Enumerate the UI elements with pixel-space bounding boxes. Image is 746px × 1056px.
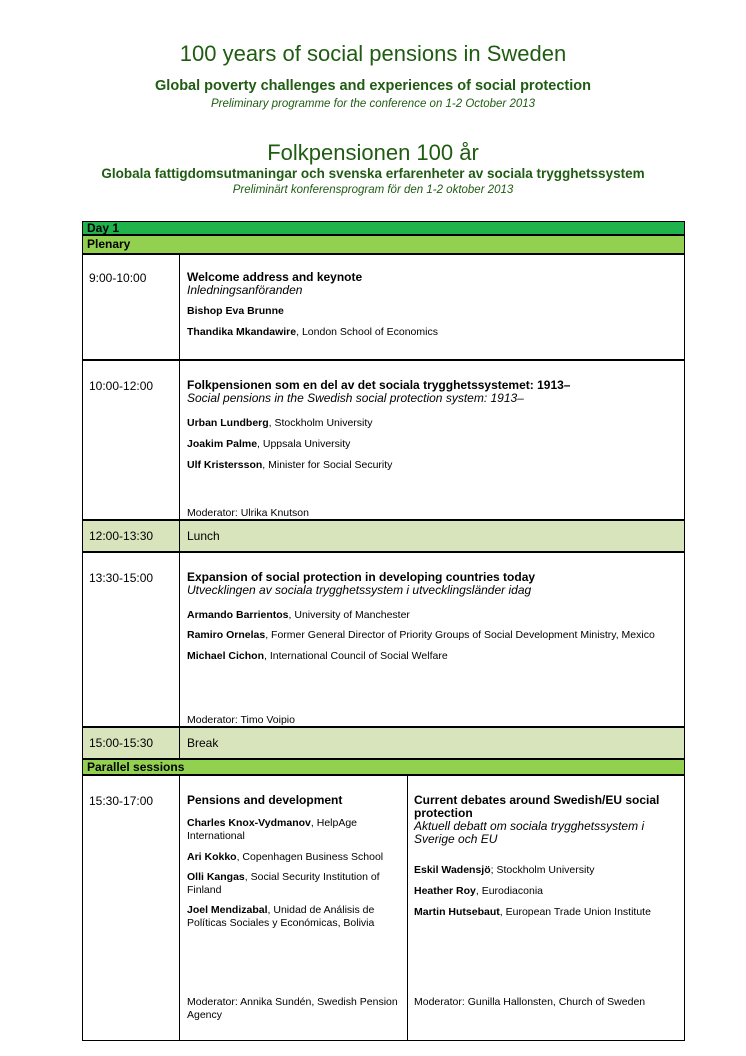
lunch-time: 12:00-13:30 — [89, 529, 154, 543]
column-divider — [179, 728, 180, 758]
speaker: Urban Lundberg, Stockholm University — [187, 417, 373, 429]
day-band: Day 1 — [82, 221, 685, 235]
subtitle-sv: Globala fattigdomsutmaningar och svenska erfarenheter av sociala trygghetssystem — [101, 166, 645, 181]
column-divider — [179, 776, 180, 1040]
session-subtitle: Social pensions in the Swedish social protection system: 1913– — [187, 391, 524, 405]
session-title: Pensions and development — [187, 793, 343, 807]
moderator: Moderator: Gunilla Hallonsten, Church of Sweden — [414, 996, 646, 1008]
session-content — [187, 379, 678, 472]
speaker: Charles Knox-Vydmanov, HelpAge International — [187, 817, 358, 842]
speaker: Ulf Kristersson, Minister for Social Security — [187, 459, 393, 471]
session-subtitle: Inledningsanföranden — [187, 283, 303, 297]
session-row — [82, 775, 685, 1041]
session-row — [82, 360, 685, 520]
speaker: Eskil Wadensjö; Stockholm University — [414, 864, 595, 876]
title-en: 100 years of social pensions in Sweden — [179, 41, 567, 66]
column-divider — [179, 361, 180, 519]
parallel-band: Parallel sessions — [82, 759, 685, 775]
speaker: Ramiro Ornelas, Former General Director of Priority Groups of Social Development Ministry, Mexico — [187, 629, 655, 641]
session-time: 13:30-15:00 — [89, 571, 154, 585]
session-title: Folkpensionen som en del av det sociala trygghetssystemet: 1913– — [187, 378, 571, 392]
speaker: Michael Cichon, International Council of Social Welfare — [187, 650, 448, 662]
break-label: Break — [187, 736, 219, 750]
session-time: 9:00-10:00 — [89, 271, 147, 285]
column-divider — [179, 521, 180, 551]
session-subtitle: Utvecklingen av sociala trygghetssystem i utvecklingsländer idag — [187, 583, 532, 597]
speaker: Joel Mendizabal, Unidad de Análisis de Políticas Sociales y Económicas, Bolivia — [187, 904, 375, 929]
title-sv: Folkpensionen 100 år — [267, 140, 479, 165]
speaker: Bishop Eva Brunne — [187, 305, 284, 317]
speaker: Heather Roy, Eurodiaconia — [414, 885, 543, 897]
lunch-label: Lunch — [187, 529, 220, 543]
session-time: 10:00-12:00 — [89, 379, 154, 393]
plenary-band: Plenary — [82, 235, 685, 254]
session-row — [82, 552, 685, 727]
speaker: Martin Hutsebaut, European Trade Union Institute — [414, 906, 651, 918]
session-title: Welcome address and keynote — [187, 270, 363, 284]
parallel-session-right — [414, 794, 676, 919]
note-sv: Preliminärt konferensprogram för den 1-2 oktober 2013 — [232, 184, 514, 196]
session-title: Expansion of social protection in developing countries today — [187, 570, 536, 584]
session-content — [187, 271, 678, 339]
session-content — [187, 571, 678, 663]
note-en: Preliminary programme for the conference on 1-2 October 2013 — [210, 98, 536, 110]
lunch-row — [82, 520, 685, 552]
session-time: 15:30-17:00 — [89, 794, 154, 808]
speaker: Ari Kokko, Copenhagen Business School — [187, 851, 384, 863]
speaker: Thandika Mkandawire, London School of Economics — [187, 326, 438, 338]
break-time: 15:00-15:30 — [89, 736, 154, 750]
speaker: Olli Kangas, Social Security Institution of Finland — [187, 871, 380, 896]
moderator: Moderator: Timo Voipio — [187, 714, 295, 726]
speaker: Armando Barrientos, University of Manchester — [187, 609, 410, 621]
parallel-session-left — [187, 794, 399, 930]
session-title: Current debates around Swedish/EU social protection — [414, 793, 660, 820]
speaker: Joakim Palme, Uppsala University — [187, 438, 351, 450]
moderator: Moderator: Ulrika Knutson — [187, 507, 309, 519]
column-divider — [407, 776, 408, 1040]
column-divider — [179, 255, 180, 359]
session-row — [82, 254, 685, 360]
moderator: Moderator: Annika Sundén, Swedish Pension Agency — [187, 996, 398, 1021]
session-subtitle: Aktuell debatt om sociala trygghetssystem i Sverige och EU — [414, 819, 645, 846]
column-divider — [179, 553, 180, 726]
break-row — [82, 727, 685, 759]
subtitle-en: Global poverty challenges and experiences of social protection — [155, 78, 591, 94]
